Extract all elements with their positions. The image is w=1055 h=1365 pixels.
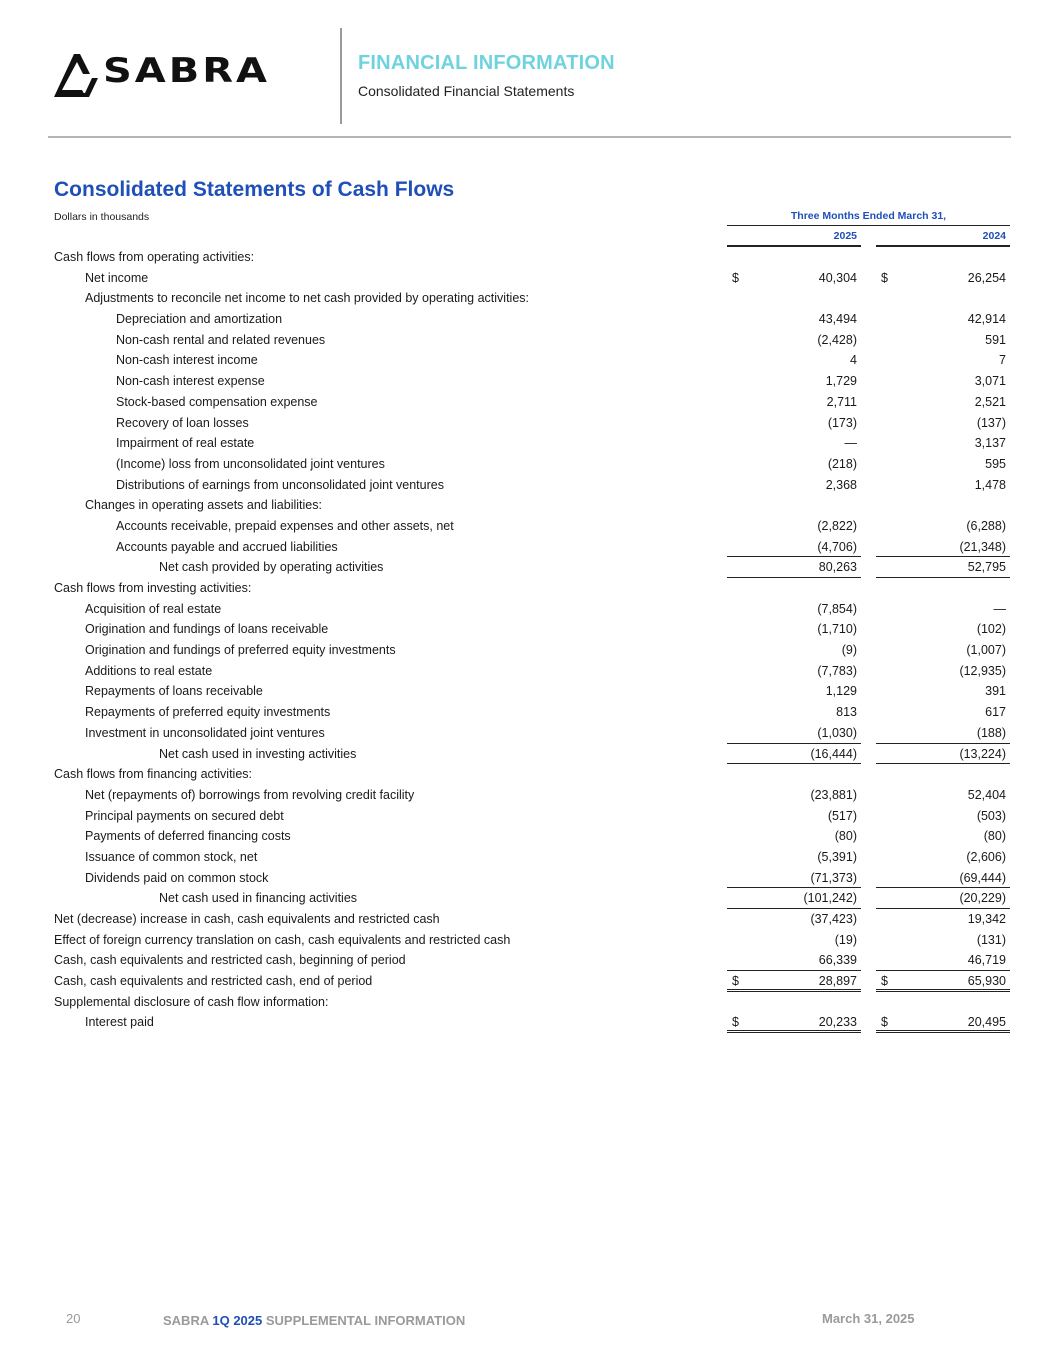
value-2025-cell: [727, 537, 861, 558]
row-label: Principal payments on secured debt: [85, 808, 284, 823]
row-label: Interest paid: [85, 1015, 154, 1030]
table-row: [0, 992, 1055, 1013]
value-2024-cell: [876, 888, 1010, 909]
row-label: Cash, cash equivalents and restricted cash, beginning of period: [54, 953, 406, 968]
table-row: [0, 971, 1055, 992]
value-2025-cell: [727, 1012, 861, 1033]
value-2025: (1,710): [817, 622, 857, 637]
value-2025: (23,881): [810, 787, 857, 802]
value-2025-cell: [727, 702, 861, 723]
value-2025-cell: [727, 350, 861, 371]
value-2024: (20,229): [959, 891, 1006, 906]
value-2024-cell: [876, 330, 1010, 351]
row-label: Investment in unconsolidated joint ventures: [85, 725, 325, 740]
value-2025: (218): [827, 456, 857, 471]
value-2025-cell: [727, 309, 861, 330]
row-label: Repayments of preferred equity investments: [85, 705, 331, 720]
table-row: [0, 371, 1055, 392]
value-2025-cell: [727, 888, 861, 909]
value-2024: (2,606): [966, 849, 1006, 864]
value-2025: 40,304: [818, 270, 857, 285]
value-2024: 2,521: [974, 394, 1006, 409]
row-label: Issuance of common stock, net: [85, 849, 258, 864]
value-2025: (37,423): [810, 912, 857, 926]
value-2025-cell: [727, 826, 861, 847]
table-row: [0, 578, 1055, 599]
value-2024: 46,719: [967, 953, 1006, 968]
value-2024-cell: [876, 909, 1010, 930]
row-label: Net (decrease) increase in cash, cash equivalents and restricted cash: [54, 912, 440, 926]
value-2024-cell: [876, 433, 1010, 454]
value-2024-cell: [876, 309, 1010, 330]
dollar-sign: $: [732, 974, 739, 989]
value-2024: (13,224): [959, 746, 1006, 761]
value-2025: (1,030): [817, 725, 857, 740]
table-row: [0, 950, 1055, 971]
table-row: [0, 847, 1055, 868]
value-2024: (131): [976, 932, 1006, 947]
table-row: [0, 599, 1055, 620]
value-2024: (1,007): [966, 643, 1006, 658]
value-2024: 42,914: [967, 312, 1006, 327]
footer-quarter: 1Q 2025: [212, 1313, 263, 1328]
value-2025-cell: [727, 806, 861, 827]
value-2024: (21,348): [959, 539, 1006, 554]
period-rule: [727, 225, 1010, 226]
value-2025-cell: [727, 847, 861, 868]
value-2025: (71,373): [810, 870, 857, 885]
table-row: [0, 661, 1055, 682]
value-2024-cell: [876, 350, 1010, 371]
row-label: Accounts receivable, prepaid expenses and other assets, net: [116, 518, 454, 533]
section-subtitle: Consolidated Financial Statements: [358, 83, 575, 99]
value-2024-cell: [876, 806, 1010, 827]
value-2025: 66,339: [818, 953, 857, 968]
table-row: [0, 392, 1055, 413]
value-2024: (6,288): [966, 518, 1006, 533]
header-divider: [340, 28, 342, 124]
value-2025-cell: [727, 909, 861, 930]
value-2024-cell: [876, 702, 1010, 723]
row-label: Accounts payable and accrued liabilities: [116, 539, 338, 554]
value-2025-cell: [727, 681, 861, 702]
value-2025-cell: [727, 330, 861, 351]
value-2025-cell: [727, 661, 861, 682]
value-2025: 2,368: [825, 477, 857, 492]
value-2025-cell: [727, 475, 861, 496]
value-2024: 595: [985, 456, 1006, 471]
table-row: [0, 516, 1055, 537]
value-2024: 52,795: [967, 560, 1006, 575]
value-2024-cell: [876, 868, 1010, 889]
dollar-sign: $: [732, 1015, 739, 1030]
value-2024-cell: [876, 1012, 1010, 1033]
value-2024-cell: [876, 516, 1010, 537]
value-2024: 19,342: [967, 912, 1006, 926]
section-title: FINANCIAL INFORMATION: [358, 52, 615, 74]
value-2025-cell: [727, 723, 861, 744]
footer-date: March 31, 2025: [822, 1311, 915, 1326]
table-row: [0, 702, 1055, 723]
value-2024-cell: [876, 971, 1010, 992]
table-row: [0, 806, 1055, 827]
value-2024-cell: [876, 268, 1010, 289]
row-label: Net cash used in investing activities: [159, 746, 357, 761]
dollar-sign: $: [881, 974, 888, 989]
period-header: Three Months Ended March 31,: [790, 210, 947, 222]
table-row: [0, 268, 1055, 289]
value-2024-cell: [876, 537, 1010, 558]
table-row: [0, 640, 1055, 661]
footer-supplemental: SUPPLEMENTAL INFORMATION: [265, 1313, 466, 1328]
row-label: Changes in operating assets and liabilities:: [85, 498, 322, 513]
table-row: [0, 247, 1055, 268]
value-2024-cell: [876, 475, 1010, 496]
value-2025: 28,897: [818, 974, 857, 989]
value-2025-cell: [727, 785, 861, 806]
value-2025: (19): [834, 932, 857, 947]
table-row: [0, 475, 1055, 496]
value-2025-cell: [727, 516, 861, 537]
value-2025-cell: [727, 744, 861, 765]
table-row: [0, 681, 1055, 702]
value-2024-cell: [876, 599, 1010, 620]
value-2024-cell: [876, 723, 1010, 744]
value-2024-cell: [876, 661, 1010, 682]
value-2025: (4,706): [817, 539, 857, 554]
value-2025-cell: [727, 454, 861, 475]
statement-title: Consolidated Statements of Cash Flows: [54, 178, 455, 201]
units-note: Dollars in thousands: [54, 211, 150, 223]
value-2025: 80,263: [818, 560, 857, 575]
value-2025: (5,391): [817, 849, 857, 864]
dollar-sign: $: [881, 1015, 888, 1030]
value-2024: (188): [976, 725, 1006, 740]
value-2025: (2,428): [817, 332, 857, 347]
table-row: [0, 868, 1055, 889]
row-label: Stock-based compensation expense: [116, 394, 318, 409]
row-label: Origination and fundings of loans receivable: [85, 622, 329, 637]
value-2025: (9): [841, 643, 857, 658]
footer-label: [163, 1313, 465, 1328]
value-2025: (2,822): [817, 518, 857, 533]
value-2024: 1,478: [974, 477, 1006, 492]
table-row: [0, 495, 1055, 516]
value-2025: 1,129: [825, 684, 857, 699]
row-label: Net (repayments of) borrowings from revolving credit facility: [85, 787, 415, 802]
row-label: Non-cash interest income: [116, 353, 258, 368]
value-2024: 3,071: [974, 374, 1006, 389]
value-2025-cell: [727, 392, 861, 413]
value-2025: 1,729: [825, 374, 857, 389]
value-2024: 591: [985, 332, 1006, 347]
logo-wordmark: SABRA: [103, 51, 271, 91]
row-label: Dividends paid on common stock: [85, 870, 269, 885]
row-label: (Income) loss from unconsolidated joint ventures: [116, 456, 385, 471]
table-row: [0, 785, 1055, 806]
row-label: Cash flows from operating activities:: [54, 250, 255, 264]
value-2024-cell: [876, 413, 1010, 434]
row-label: Net cash used in financing activities: [159, 891, 358, 906]
value-2025-cell: [727, 371, 861, 392]
value-2025-cell: [727, 268, 861, 289]
value-2025-cell: [727, 930, 861, 951]
value-2025-cell: [727, 868, 861, 889]
row-label: Non-cash interest expense: [116, 374, 265, 389]
row-label: Net income: [85, 270, 149, 285]
table-row: [0, 826, 1055, 847]
table-row: [0, 330, 1055, 351]
value-2024-cell: [876, 640, 1010, 661]
value-2025: (7,783): [817, 663, 857, 678]
value-2024-cell: [876, 371, 1010, 392]
value-2025: —: [844, 436, 857, 451]
row-label: Cash flows from financing activities:: [54, 767, 252, 782]
value-2025: 2,711: [826, 394, 857, 409]
table-row: [0, 909, 1055, 930]
value-2024-cell: [876, 392, 1010, 413]
value-2024: 52,404: [967, 787, 1006, 802]
value-2024-cell: [876, 950, 1010, 971]
table-row: [0, 433, 1055, 454]
table-row: [0, 1012, 1055, 1033]
table-row: [0, 619, 1055, 640]
value-2025: (7,854): [817, 601, 857, 616]
value-2025: (80): [834, 829, 857, 844]
value-2024: (12,935): [959, 663, 1006, 678]
value-2025-cell: [727, 433, 861, 454]
table-row: [0, 930, 1055, 951]
value-2024: 3,137: [974, 436, 1006, 451]
value-2025-cell: [727, 619, 861, 640]
row-label: Origination and fundings of preferred equity investments: [85, 643, 396, 658]
value-2024-cell: [876, 930, 1010, 951]
value-2024-cell: [876, 847, 1010, 868]
row-label: Additions to real estate: [85, 663, 213, 678]
value-2025: (16,444): [810, 746, 857, 761]
value-2025: 813: [836, 705, 857, 720]
value-2024: 7: [999, 353, 1006, 368]
row-label: Cash, cash equivalents and restricted cash, end of period: [54, 974, 373, 989]
row-label: Non-cash rental and related revenues: [116, 332, 326, 347]
footer-brand: SABRA: [163, 1313, 209, 1328]
row-label: Acquisition of real estate: [85, 601, 222, 616]
table-row: [0, 413, 1055, 434]
value-2025: (517): [827, 808, 857, 823]
value-2024: (137): [976, 415, 1006, 430]
value-2025: (173): [827, 415, 857, 430]
value-2025: (101,242): [803, 891, 857, 906]
row-label: Impairment of real estate: [116, 436, 255, 451]
table-row: [0, 557, 1055, 578]
row-label: Depreciation and amortization: [116, 312, 283, 327]
table-row: [0, 350, 1055, 371]
table-row: [0, 888, 1055, 909]
row-label: Payments of deferred financing costs: [85, 829, 291, 844]
value-2024: 617: [985, 705, 1006, 720]
table-row: [0, 454, 1055, 475]
value-2024-cell: [876, 454, 1010, 475]
value-2025: 4: [850, 353, 857, 368]
value-2025-cell: [727, 557, 861, 578]
value-2024-cell: [876, 785, 1010, 806]
value-2024-cell: [876, 557, 1010, 578]
dollar-sign: $: [881, 270, 888, 285]
row-label: Adjustments to reconcile net income to net cash provided by operating activities:: [85, 291, 529, 306]
column-header-2025: 2025: [833, 230, 857, 242]
table-row: [0, 723, 1055, 744]
dollar-sign: $: [732, 270, 739, 285]
value-2024: 26,254: [967, 270, 1006, 285]
value-2025: 20,233: [818, 1015, 857, 1030]
value-2024-cell: [876, 681, 1010, 702]
value-2024: 391: [985, 684, 1006, 699]
value-2025: 43,494: [818, 312, 857, 327]
column-header-2024: 2024: [982, 230, 1006, 242]
cash-flow-table: [0, 247, 1055, 1033]
value-2024-cell: [876, 826, 1010, 847]
row-label: Repayments of loans receivable: [85, 684, 263, 699]
value-2024: (503): [976, 808, 1006, 823]
table-row: [0, 764, 1055, 785]
value-2024: 20,495: [967, 1015, 1006, 1030]
value-2024: (69,444): [959, 870, 1006, 885]
row-label: Net cash provided by operating activities: [159, 560, 384, 575]
value-2025-cell: [727, 640, 861, 661]
header-rule: [48, 136, 1011, 138]
value-2024: —: [993, 601, 1006, 616]
row-label: Effect of foreign currency translation on cash, cash equivalents and restricted cash: [54, 932, 511, 947]
table-row: [0, 309, 1055, 330]
value-2025-cell: [727, 971, 861, 992]
value-2024: (80): [983, 829, 1006, 844]
value-2025-cell: [727, 599, 861, 620]
row-label: Distributions of earnings from unconsolidated joint ventures: [116, 477, 444, 492]
value-2024: 65,930: [967, 974, 1006, 989]
table-row: [0, 288, 1055, 309]
row-label: Supplemental disclosure of cash flow information:: [54, 994, 329, 1009]
table-row: [0, 744, 1055, 765]
value-2024-cell: [876, 744, 1010, 765]
table-row: [0, 537, 1055, 558]
value-2025-cell: [727, 413, 861, 434]
row-label: Recovery of loan losses: [116, 415, 249, 430]
row-label: Cash flows from investing activities:: [54, 581, 252, 595]
page-number: 20: [66, 1311, 81, 1326]
value-2025-cell: [727, 950, 861, 971]
value-2024-cell: [876, 619, 1010, 640]
value-2024: (102): [976, 622, 1006, 637]
